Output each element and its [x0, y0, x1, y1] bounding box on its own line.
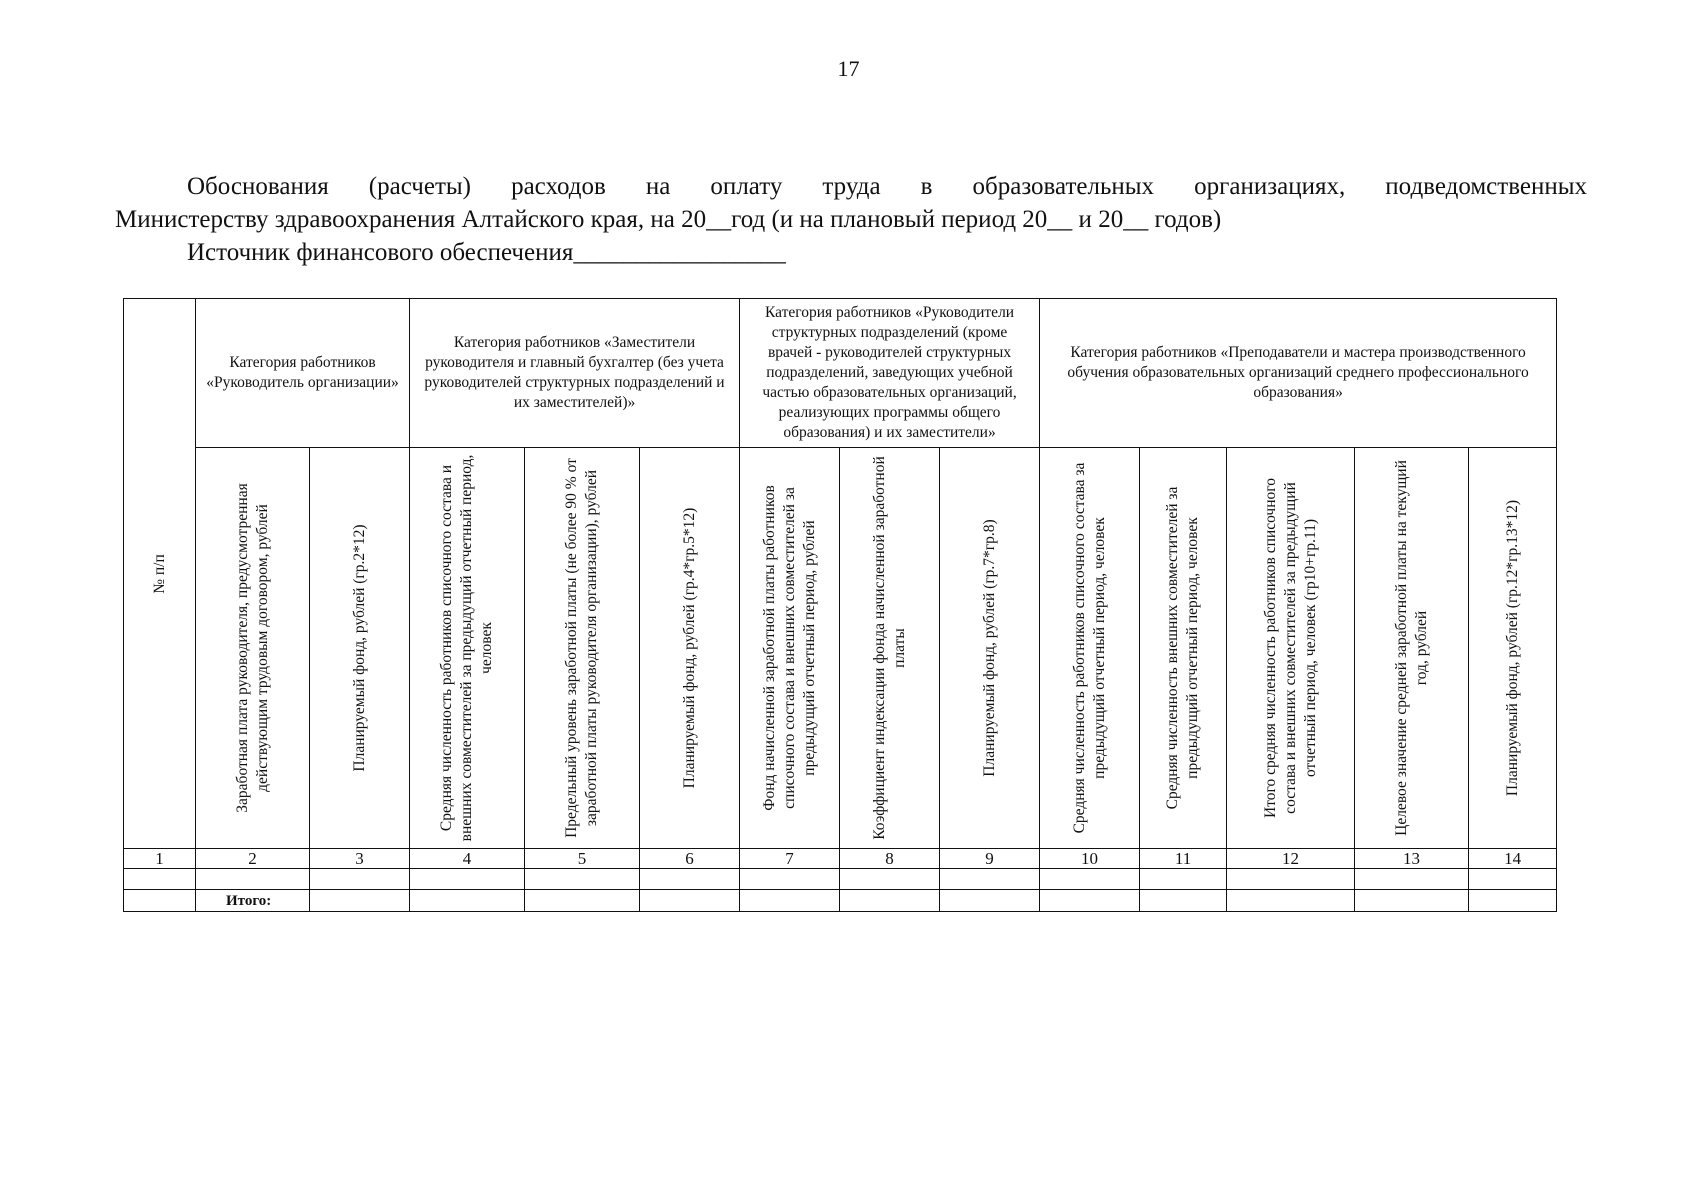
empty-cell — [740, 869, 840, 890]
empty-cell — [1227, 869, 1355, 890]
empty-cell — [640, 869, 740, 890]
col-header-8: Коэффициент индексации фонда начисленной заработной платы — [840, 448, 940, 849]
col-header-7: Фонд начисленной заработной платы работников списочного состава и внешних совместителей за предыдущий отчетный период, рублей — [740, 448, 840, 849]
empty-cell — [1040, 890, 1140, 912]
category-unit-heads: Категория работников «Руководители структурных подразделений (кроме врачей - руководителей структурных подразделений, заведующих учебной частью образовательных организаций, реализующих программы общего образования) и их заместители» — [740, 299, 1040, 448]
col-header-1: № п/п — [124, 299, 196, 849]
col-number: 7 — [740, 849, 840, 869]
total-row — [124, 890, 1557, 912]
empty-cell — [1040, 869, 1140, 890]
empty-cell — [840, 890, 940, 912]
col-number: 4 — [410, 849, 525, 869]
col-header-9: Планируемый фонд, рублей (гр.7*гр.8) — [940, 448, 1040, 849]
empty-cell — [124, 869, 196, 890]
empty-cell — [1469, 890, 1557, 912]
empty-cell — [196, 869, 310, 890]
category-deputies: Категория работников «Заместители руководителя и главный бухгалтер (без учета руководителей структурных подразделений и их заместителей)» — [410, 299, 740, 448]
col-number: 12 — [1227, 849, 1355, 869]
empty-cell — [940, 890, 1040, 912]
empty-cell — [1227, 890, 1355, 912]
col-number: 2 — [196, 849, 310, 869]
empty-cell — [1469, 869, 1557, 890]
col-header-14: Планируемый фонд, рублей (гр.12*гр.13*12) — [1469, 448, 1557, 849]
col-number: 14 — [1469, 849, 1557, 869]
col-number: 6 — [640, 849, 740, 869]
col-header-12: Итого средняя численность работников списочного состава и внешних совместителей за предыдущий отчетный период, человек (гр10+гр.11) — [1227, 448, 1355, 849]
col-header-11: Средняя численность внешних совместителей за предыдущий отчетный период, человек — [1140, 448, 1227, 849]
col-number: 10 — [1040, 849, 1140, 869]
category-teachers: Категория работников «Преподаватели и мастера производственного обучения образовательных организаций среднего профессионального образования» — [1040, 299, 1557, 448]
col-header-13: Целевое значение средней заработной платы на текущий год, рублей — [1355, 448, 1469, 849]
empty-cell — [310, 869, 410, 890]
heading-line-1: Обоснования (расчеты) расходов на оплату труда в образовательных организациях, подведомственных — [187, 173, 1587, 200]
empty-cell — [1355, 890, 1469, 912]
payroll-calculation-table — [123, 298, 1557, 912]
empty-cell — [1140, 869, 1227, 890]
empty-cell — [525, 869, 640, 890]
document-heading — [115, 170, 1587, 269]
empty-cell — [525, 890, 640, 912]
category-head: Категория работников «Руководитель организации» — [196, 299, 410, 448]
column-header-row — [124, 448, 1557, 849]
col-number: 3 — [310, 849, 410, 869]
col-header-2: Заработная плата руководителя, предусмотренная действующим трудовым договором, рублей — [196, 448, 310, 849]
col-header-10: Средняя численность работников списочного состава за предыдущий отчетный период, человек — [1040, 448, 1140, 849]
col-header-4: Средняя численность работников списочного состава и внешних совместителей за предыдущий отчетный период, человек — [410, 448, 525, 849]
table-row — [124, 869, 1557, 890]
empty-cell — [410, 869, 525, 890]
empty-cell — [310, 890, 410, 912]
page-number: 17 — [837, 56, 860, 81]
category-header-row — [124, 299, 1557, 448]
empty-cell — [940, 869, 1040, 890]
col-header-5: Предельный уровень заработной платы (не более 90 % от заработной платы руководителя организации), рублей — [525, 448, 640, 849]
col-number: 5 — [525, 849, 640, 869]
empty-cell — [740, 890, 840, 912]
empty-cell — [124, 890, 196, 912]
empty-cell — [410, 890, 525, 912]
empty-cell — [840, 869, 940, 890]
col-header-3: Планируемый фонд, рублей (гр.2*12) — [310, 448, 410, 849]
col-number: 1 — [124, 849, 196, 869]
heading-line-2: Министерству здравоохранения Алтайского края, на 20__год (и на плановый период 20__ и 20__ годов) — [115, 206, 1222, 233]
col-number: 8 — [840, 849, 940, 869]
empty-cell — [1355, 869, 1469, 890]
col-number: 11 — [1140, 849, 1227, 869]
total-label: Итого: — [196, 890, 310, 912]
empty-cell — [1140, 890, 1227, 912]
empty-cell — [640, 890, 740, 912]
funding-source-line: Источник финансового обеспечения_________________ — [187, 239, 786, 266]
col-header-6: Планируемый фонд, рублей (гр.4*гр.5*12) — [640, 448, 740, 849]
column-number-row — [124, 849, 1557, 869]
col-number: 9 — [940, 849, 1040, 869]
col-number: 13 — [1355, 849, 1469, 869]
